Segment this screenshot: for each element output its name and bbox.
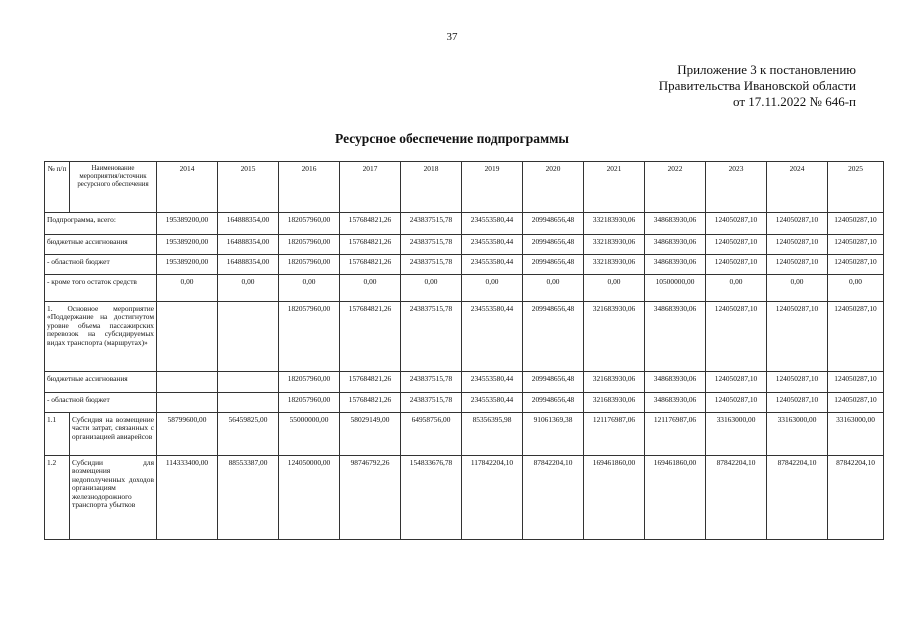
value-cell: 0,00 [706, 275, 767, 302]
row-label: - областной бюджет [45, 255, 157, 275]
value-cell: 33163000,00 [706, 413, 767, 456]
value-cell: 114333400,00 [157, 456, 218, 540]
table-row [45, 275, 884, 302]
header-no: № п/п [45, 162, 70, 213]
value-cell: 321683930,06 [584, 372, 645, 393]
value-cell: 234553580,44 [462, 213, 523, 235]
value-cell: 348683930,06 [645, 372, 706, 393]
value-cell: 124050287,10 [706, 235, 767, 255]
value-cell: 0,00 [340, 275, 401, 302]
header-year: 2015 [218, 162, 279, 213]
value-cell: 182057960,00 [279, 255, 340, 275]
table-row [45, 255, 884, 275]
value-cell: 87842204,10 [706, 456, 767, 540]
value-cell: 182057960,00 [279, 302, 340, 372]
table-row [45, 235, 884, 255]
value-cell: 56459825,00 [218, 413, 279, 456]
value-cell: 348683930,06 [645, 302, 706, 372]
value-cell: 124050287,10 [706, 302, 767, 372]
value-cell: 33163000,00 [828, 413, 884, 456]
value-cell: 243837515,78 [401, 372, 462, 393]
value-cell: 164888354,00 [218, 235, 279, 255]
value-cell: 209948656,48 [523, 255, 584, 275]
row-number: 1.2 [45, 456, 70, 540]
value-cell: 348683930,06 [645, 393, 706, 413]
value-cell: 182057960,00 [279, 213, 340, 235]
value-cell: 243837515,78 [401, 302, 462, 372]
value-cell: 243837515,78 [401, 213, 462, 235]
value-cell: 164888354,00 [218, 255, 279, 275]
value-cell: 87842204,10 [767, 456, 828, 540]
row-label: бюджетные ассигнования [45, 235, 157, 255]
value-cell: 0,00 [157, 275, 218, 302]
value-cell: 64958756,00 [401, 413, 462, 456]
value-cell: 124050287,10 [767, 235, 828, 255]
value-cell: 209948656,48 [523, 213, 584, 235]
value-cell [157, 372, 218, 393]
value-cell: 0,00 [828, 275, 884, 302]
value-cell [218, 393, 279, 413]
row-label: бюджетные ассигнования [45, 372, 157, 393]
value-cell: 348683930,06 [645, 235, 706, 255]
value-cell: 88553387,00 [218, 456, 279, 540]
value-cell: 195389200,00 [157, 213, 218, 235]
value-cell: 209948656,48 [523, 393, 584, 413]
header-year: 2017 [340, 162, 401, 213]
value-cell: 243837515,78 [401, 393, 462, 413]
row-label: Субсидия на возмещение части затрат, связанных с организацией авиарейсов [70, 413, 157, 456]
value-cell: 182057960,00 [279, 235, 340, 255]
approval-line-2: Правительства Ивановской области [658, 78, 856, 93]
value-cell: 124050287,10 [767, 393, 828, 413]
value-cell: 157684821,26 [340, 302, 401, 372]
value-cell: 124050287,10 [767, 302, 828, 372]
value-cell: 124050000,00 [279, 456, 340, 540]
header-year: 2018 [401, 162, 462, 213]
value-cell: 0,00 [401, 275, 462, 302]
value-cell: 157684821,26 [340, 372, 401, 393]
value-cell: 0,00 [218, 275, 279, 302]
header-year: 2014 [157, 162, 218, 213]
value-cell: 195389200,00 [157, 235, 218, 255]
value-cell: 234553580,44 [462, 235, 523, 255]
table-header-row [45, 162, 884, 213]
value-cell: 124050287,10 [706, 213, 767, 235]
value-cell: 87842204,10 [523, 456, 584, 540]
value-cell: 209948656,48 [523, 302, 584, 372]
header-year: 2024 [767, 162, 828, 213]
approval-block [659, 62, 856, 110]
value-cell: 348683930,06 [645, 213, 706, 235]
value-cell: 164888354,00 [218, 213, 279, 235]
row-number: 1.1 [45, 413, 70, 456]
value-cell: 209948656,48 [523, 235, 584, 255]
value-cell: 234553580,44 [462, 302, 523, 372]
header-year: 2020 [523, 162, 584, 213]
value-cell: 0,00 [767, 275, 828, 302]
table-row [45, 393, 884, 413]
table-row [45, 456, 884, 540]
value-cell: 33163000,00 [767, 413, 828, 456]
value-cell: 234553580,44 [462, 255, 523, 275]
value-cell: 157684821,26 [340, 393, 401, 413]
value-cell [218, 302, 279, 372]
value-cell: 124050287,10 [828, 255, 884, 275]
value-cell [157, 302, 218, 372]
value-cell: 0,00 [523, 275, 584, 302]
row-label: Субсидии для возмещения недополученных доходов организациям железнодорожного транспорта убытков [70, 456, 157, 540]
value-cell: 332183930,06 [584, 255, 645, 275]
value-cell: 157684821,26 [340, 213, 401, 235]
value-cell: 55000000,00 [279, 413, 340, 456]
header-year: 2023 [706, 162, 767, 213]
header-name: Наименование мероприятия/источник ресурсного обеспечения [70, 162, 157, 213]
value-cell: 234553580,44 [462, 393, 523, 413]
value-cell: 195389200,00 [157, 255, 218, 275]
value-cell: 154833676,78 [401, 456, 462, 540]
value-cell: 10500000,00 [645, 275, 706, 302]
header-year: 2022 [645, 162, 706, 213]
value-cell: 117842204,10 [462, 456, 523, 540]
header-year: 2016 [279, 162, 340, 213]
value-cell: 209948656,48 [523, 372, 584, 393]
value-cell: 182057960,00 [279, 393, 340, 413]
value-cell: 243837515,78 [401, 255, 462, 275]
value-cell: 243837515,78 [401, 235, 462, 255]
value-cell: 169461860,00 [645, 456, 706, 540]
header-year: 2021 [584, 162, 645, 213]
value-cell: 321683930,06 [584, 302, 645, 372]
row-label: Подпрограмма, всего: [45, 213, 157, 235]
value-cell: 124050287,10 [828, 372, 884, 393]
value-cell: 124050287,10 [767, 213, 828, 235]
value-cell: 124050287,10 [767, 372, 828, 393]
approval-line-1: Приложение 3 к постановлению [677, 62, 856, 77]
row-label: - кроме того остаток средств [45, 275, 157, 302]
table-row [45, 372, 884, 393]
value-cell: 124050287,10 [767, 255, 828, 275]
value-cell: 124050287,10 [828, 213, 884, 235]
table-row [45, 413, 884, 456]
value-cell: 85356395,98 [462, 413, 523, 456]
value-cell: 0,00 [584, 275, 645, 302]
value-cell: 124050287,10 [828, 302, 884, 372]
value-cell: 124050287,10 [706, 372, 767, 393]
header-year: 2019 [462, 162, 523, 213]
value-cell: 124050287,10 [828, 393, 884, 413]
value-cell: 124050287,10 [828, 235, 884, 255]
document-title: Ресурсное обеспечение подпрограммы [335, 131, 569, 146]
value-cell: 332183930,06 [584, 235, 645, 255]
header-year: 2025 [828, 162, 884, 213]
page-number: 37 [446, 31, 458, 43]
row-label: 1. Основное мероприятие «Поддержание на достигнутом уровне объема пассажирских перевозок на субсидируемых видах транспорта (маршрутах)» [45, 302, 157, 372]
value-cell: 58799600,00 [157, 413, 218, 456]
table-row [45, 213, 884, 235]
value-cell: 124050287,10 [706, 393, 767, 413]
value-cell: 124050287,10 [706, 255, 767, 275]
approval-line-3: от 17.11.2022 № 646-п [733, 94, 856, 109]
value-cell [157, 393, 218, 413]
value-cell: 91061369,38 [523, 413, 584, 456]
value-cell: 157684821,26 [340, 255, 401, 275]
value-cell: 182057960,00 [279, 372, 340, 393]
value-cell: 348683930,06 [645, 255, 706, 275]
value-cell: 157684821,26 [340, 235, 401, 255]
value-cell: 321683930,06 [584, 393, 645, 413]
value-cell: 98746792,26 [340, 456, 401, 540]
row-label: - областной бюджет [45, 393, 157, 413]
table-row [45, 302, 884, 372]
value-cell: 234553580,44 [462, 372, 523, 393]
value-cell: 0,00 [462, 275, 523, 302]
value-cell: 121176987,06 [645, 413, 706, 456]
value-cell: 121176987,06 [584, 413, 645, 456]
value-cell: 169461860,00 [584, 456, 645, 540]
value-cell: 332183930,06 [584, 213, 645, 235]
value-cell: 87842204,10 [828, 456, 884, 540]
value-cell: 0,00 [279, 275, 340, 302]
value-cell: 58029149,00 [340, 413, 401, 456]
resource-table [44, 161, 884, 540]
value-cell [218, 372, 279, 393]
